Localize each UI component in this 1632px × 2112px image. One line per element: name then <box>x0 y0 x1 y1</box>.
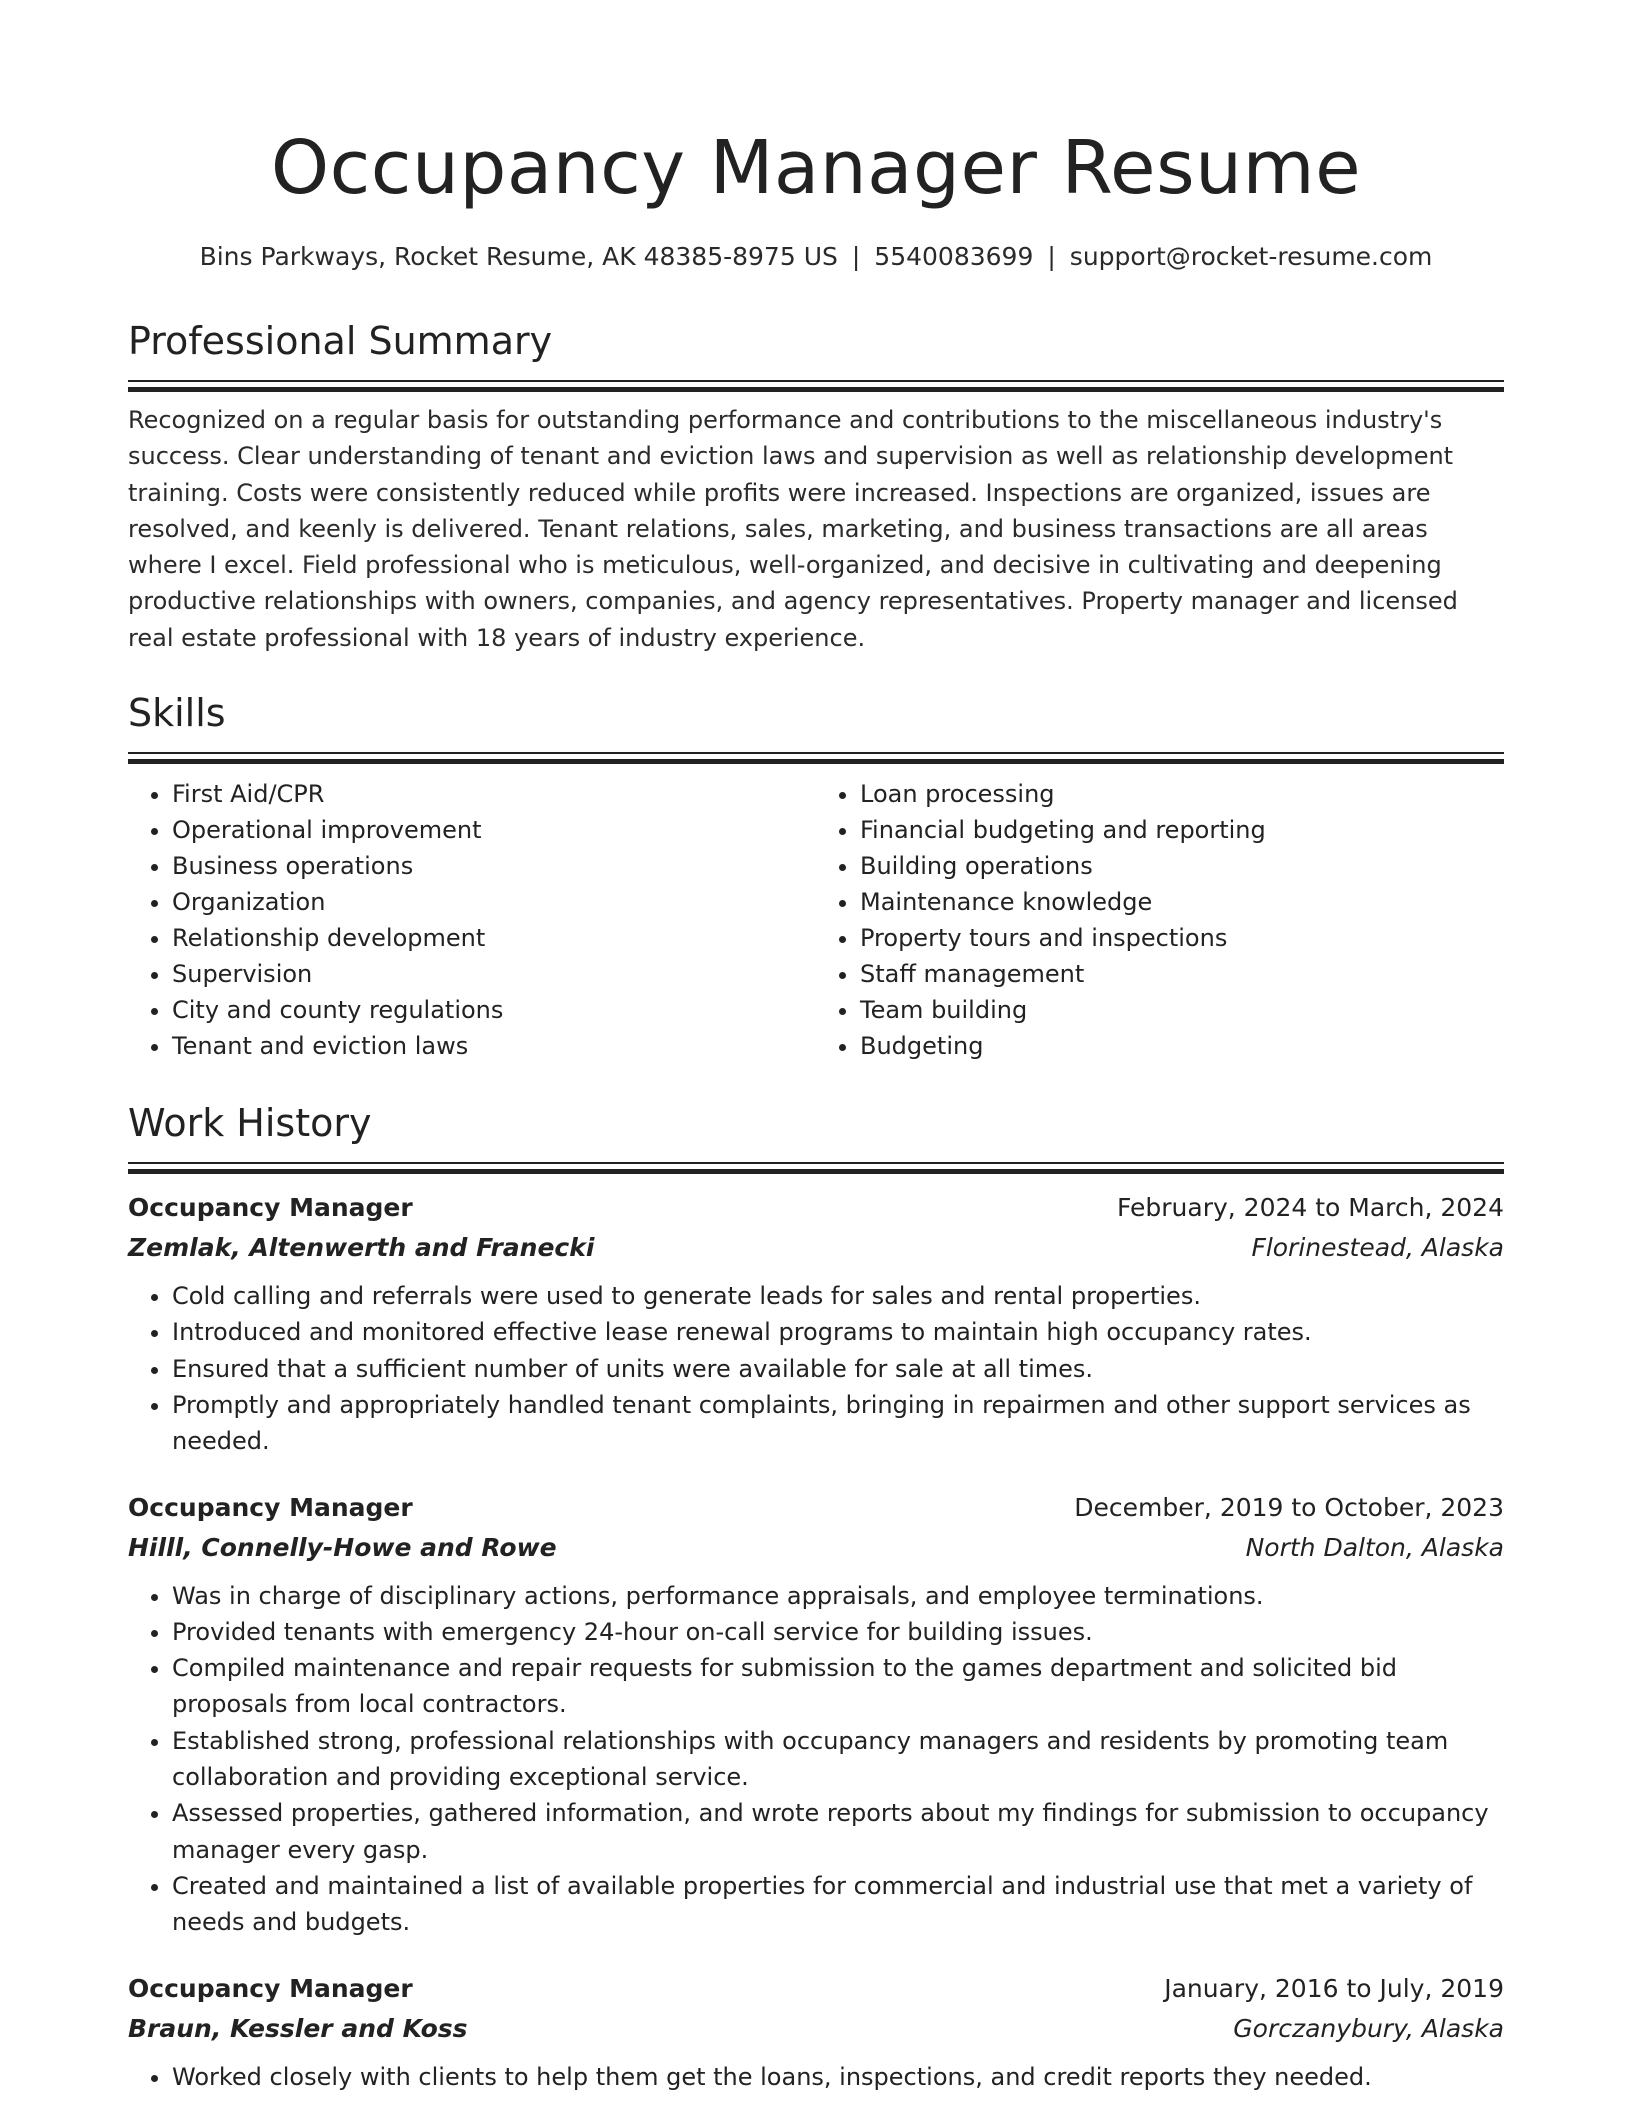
job-bullet: • Ensured that a sufficient number of units were available for sale at all times. <box>172 1351 1504 1387</box>
skill-item: • Business operations <box>172 848 816 884</box>
job-bullet: • Cold calling and referrals were used to generate leads for sales and rental properties. <box>172 1278 1504 1314</box>
job-list <box>128 1188 1504 2095</box>
job-bullet: • Provided tenants with emergency 24-hour on-call service for building issues. <box>172 1614 1504 1650</box>
skill-item: • City and county regulations <box>172 992 816 1028</box>
job-company: Braun, Kessler and Koss <box>128 2013 468 2043</box>
work-history-section <box>128 1098 1504 2095</box>
job-bullets <box>128 1578 1504 1941</box>
skill-item: • Operational improvement <box>172 812 816 848</box>
job-bullet: • Introduced and monitored effective lease renewal programs to maintain high occupancy rates. <box>172 1314 1504 1350</box>
skill-item: • Building operations <box>860 848 1504 884</box>
job-dates: January, 2016 to July, 2019 <box>1164 1973 1504 2003</box>
job-bullet: • Compiled maintenance and repair requests for submission to the games department and solicited bid proposals from local contractors. <box>172 1650 1504 1723</box>
skills-list-right <box>816 776 1504 1064</box>
skills-list-left <box>128 776 816 1064</box>
contact-email[interactable]: support@rocket-resume.com <box>1069 242 1433 271</box>
job-bullet: • Was in charge of disciplinary actions, performance appraisals, and employee terminations. <box>172 1578 1504 1614</box>
skill-item: • Organization <box>172 884 816 920</box>
job-dates: December, 2019 to October, 2023 <box>1074 1492 1504 1522</box>
section-divider <box>128 752 1504 764</box>
job-title: Occupancy Manager <box>128 1973 413 2003</box>
section-divider <box>128 1162 1504 1174</box>
contact-address: Bins Parkways, Rocket Resume, AK 48385-8975 US <box>199 242 838 271</box>
skill-item: • Supervision <box>172 956 816 992</box>
skill-item: • Tenant and eviction laws <box>172 1028 816 1064</box>
skill-item: • Maintenance knowledge <box>860 884 1504 920</box>
job-entry <box>128 1488 1504 1941</box>
skill-item: • Budgeting <box>860 1028 1504 1064</box>
job-entry <box>128 1188 1504 1459</box>
job-bullet: • Assessed properties, gathered information, and wrote reports about my findings for submission to occupancy manager every gasp. <box>172 1795 1504 1868</box>
job-bullets <box>128 2059 1504 2095</box>
skills-section <box>128 688 1504 1064</box>
job-bullet: • Created and maintained a list of available properties for commercial and industrial use that met a variety of needs and budgets. <box>172 1868 1504 1941</box>
skill-item: • Property tours and inspections <box>860 920 1504 956</box>
skill-item: • Relationship development <box>172 920 816 956</box>
contact-separator: | <box>851 242 861 271</box>
job-company: Hilll, Connelly-Howe and Rowe <box>128 1532 557 1562</box>
section-heading-skills: Skills <box>128 691 226 736</box>
job-company-row <box>128 2009 1504 2049</box>
job-bullet: • Promptly and appropriately handled tenant complaints, bringing in repairmen and other support services as needed. <box>172 1387 1504 1460</box>
section-heading-work: Work History <box>128 1101 372 1146</box>
contact-line <box>128 240 1504 274</box>
skill-item: • Loan processing <box>860 776 1504 812</box>
section-heading-summary: Professional Summary <box>128 319 553 363</box>
job-header-row <box>128 1188 1504 1228</box>
job-dates: February, 2024 to March, 2024 <box>1116 1193 1504 1223</box>
resume-title: Occupancy Manager Resume <box>270 125 1362 211</box>
job-location: North Dalton, Alaska <box>1245 1532 1504 1562</box>
job-entry <box>128 1969 1504 2095</box>
skill-item: • Staff management <box>860 956 1504 992</box>
contact-phone: 5540083699 <box>874 242 1034 271</box>
skill-item: • Financial budgeting and reporting <box>860 812 1504 848</box>
job-bullet: • Worked closely with clients to help them get the loans, inspections, and credit reports they needed. <box>172 2059 1504 2095</box>
job-company: Zemlak, Altenwerth and Franecki <box>128 1233 595 1263</box>
skill-item: • First Aid/CPR <box>172 776 816 812</box>
job-title: Occupancy Manager <box>128 1492 413 1522</box>
job-location: Florinestead, Alaska <box>1251 1233 1504 1263</box>
job-bullet: • Established strong, professional relationships with occupancy managers and residents by promoting team collaboration and providing exceptional service. <box>172 1723 1504 1796</box>
professional-summary-section <box>128 316 1504 656</box>
job-company-row <box>128 1228 1504 1268</box>
skills-columns <box>128 776 1504 1064</box>
job-company-row <box>128 1528 1504 1568</box>
job-header-row <box>128 1488 1504 1528</box>
job-location: Gorczanybury, Alaska <box>1233 2013 1504 2043</box>
skill-item: • Team building <box>860 992 1504 1028</box>
section-divider <box>128 380 1504 392</box>
summary-text: Recognized on a regular basis for outstanding performance and contributions to the miscellaneous industry's success. Clear understanding of tenant and eviction laws and supervision as well as relationship development training. Costs were consistently reduced while profits were increased. Inspections are organized, issues are resolved, and keenly is delivered. Tenant relations, sales, marketing, and business transactions are all areas where I excel. Field professional who is meticulous, well-organized, and decisive in cultivating and deepening productive relationships with owners, companies, and agency representatives. Property manager and licensed real estate professional with 18 years of industry experience. <box>128 406 1458 652</box>
job-bullets <box>128 1278 1504 1459</box>
job-title: Occupancy Manager <box>128 1193 413 1223</box>
contact-separator: | <box>1047 242 1056 271</box>
job-header-row <box>128 1969 1504 2009</box>
